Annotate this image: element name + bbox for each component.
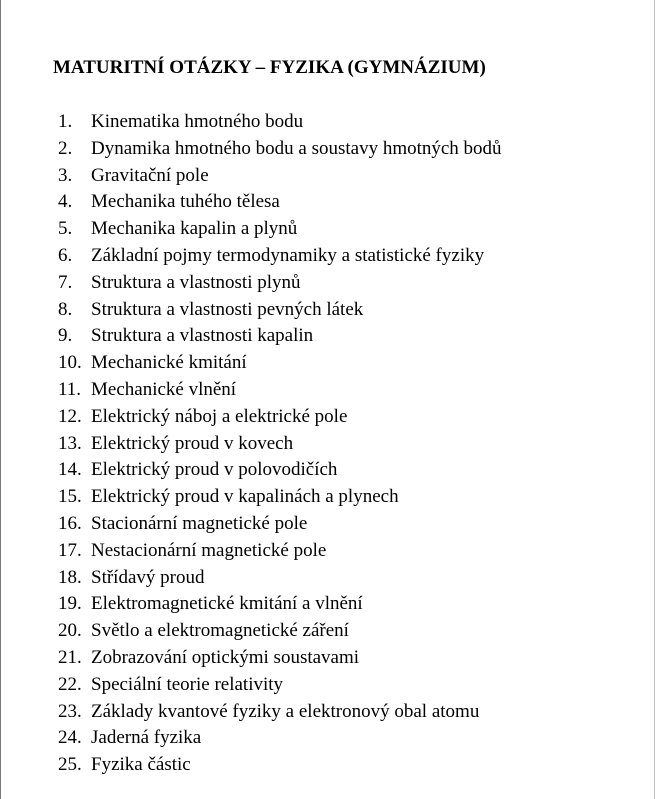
list-item bbox=[58, 752, 502, 779]
list-item-text: Elektrický proud v polovodičích bbox=[91, 459, 338, 481]
list-item-text: Mechanika kapalin a plynů bbox=[91, 218, 298, 240]
list-item bbox=[58, 565, 502, 592]
list-item-text: Struktura a vlastnosti plynů bbox=[91, 271, 301, 293]
list-item bbox=[58, 511, 502, 538]
list-item-text: Mechanické vlnění bbox=[91, 378, 237, 400]
list-item-number: 21. bbox=[58, 646, 82, 668]
list-item bbox=[58, 189, 502, 216]
list-item-text: Zobrazování optickými soustavami bbox=[91, 646, 360, 668]
list-item-number: 4. bbox=[58, 191, 73, 213]
list-item-number: 11. bbox=[58, 378, 82, 400]
list-item bbox=[58, 725, 502, 752]
list-item bbox=[58, 377, 502, 404]
list-item bbox=[58, 136, 502, 163]
list-item-number: 17. bbox=[58, 539, 82, 561]
list-item-number: 1. bbox=[58, 111, 73, 132]
list-item-number: 24. bbox=[58, 727, 82, 749]
list-item bbox=[58, 431, 502, 458]
list-item-number: 9. bbox=[58, 325, 73, 347]
list-item-text: Elektrický proud v kovech bbox=[91, 432, 294, 454]
list-item bbox=[58, 538, 502, 565]
list-item-text: Střídavý proud bbox=[91, 566, 205, 588]
list-item bbox=[58, 350, 502, 377]
list-item bbox=[58, 404, 502, 431]
list-item bbox=[58, 297, 502, 324]
list-item bbox=[58, 323, 502, 350]
list-item bbox=[58, 618, 502, 645]
list-item-text: Základní pojmy termodynamiky a statistické fyziky bbox=[91, 244, 485, 266]
list-item bbox=[58, 591, 502, 618]
list-item-number: 22. bbox=[58, 673, 82, 695]
list-item bbox=[58, 216, 502, 243]
list-item-number: 12. bbox=[58, 405, 82, 427]
list-item-number: 10. bbox=[58, 352, 82, 374]
list-item-text: Gravitační pole bbox=[91, 164, 209, 186]
list-item bbox=[58, 699, 502, 726]
list-item-text: Fyzika částic bbox=[91, 754, 191, 776]
document-title: MATURITNÍ OTÁZKY – FYZIKA (GYMNÁZIUM) bbox=[53, 57, 486, 78]
list-item-text: Elektrický náboj a elektrické pole bbox=[91, 405, 348, 427]
list-item-number: 23. bbox=[58, 700, 82, 722]
list-item bbox=[58, 109, 502, 136]
list-item-number: 2. bbox=[58, 137, 73, 159]
list-item-text: Nestacionární magnetické pole bbox=[91, 539, 327, 561]
list-item bbox=[58, 163, 502, 190]
list-item-text: Základy kvantové fyziky a elektronový obal atomu bbox=[91, 700, 480, 722]
list-item-text: Jaderná fyzika bbox=[91, 727, 202, 749]
list-item-number: 5. bbox=[58, 218, 73, 240]
list-item bbox=[58, 457, 502, 484]
list-item-text: Elektromagnetické kmitání a vlnění bbox=[91, 593, 363, 615]
list-item-number: 19. bbox=[58, 593, 82, 615]
list-item-number: 16. bbox=[58, 512, 82, 534]
list-item-number: 15. bbox=[58, 486, 82, 508]
list-item-text: Speciální teorie relativity bbox=[91, 673, 284, 695]
list-item-text: Struktura a vlastnosti pevných látek bbox=[91, 298, 364, 320]
list-item bbox=[58, 484, 502, 511]
list-item-number: 8. bbox=[58, 298, 73, 320]
list-item-text: Struktura a vlastnosti kapalin bbox=[91, 325, 314, 347]
list-item-text: Elektrický proud v kapalinách a plynech bbox=[91, 486, 399, 508]
list-item bbox=[58, 270, 502, 297]
list-item-number: 3. bbox=[58, 164, 73, 186]
list-item bbox=[58, 243, 502, 270]
list-item-number: 25. bbox=[58, 754, 82, 776]
list-item-text: Světlo a elektromagnetické záření bbox=[91, 620, 349, 642]
list-item-text: Stacionární magnetické pole bbox=[91, 512, 308, 534]
list-item-number: 20. bbox=[58, 620, 82, 642]
list-item-number: 13. bbox=[58, 432, 82, 454]
list-item-number: 14. bbox=[58, 459, 82, 481]
list-item bbox=[58, 645, 502, 672]
list-item-text: Mechanické kmitání bbox=[91, 352, 247, 374]
list-item-number: 6. bbox=[58, 244, 73, 266]
list-item-text: Mechanika tuhého tělesa bbox=[91, 191, 280, 213]
list-item-number: 18. bbox=[58, 566, 82, 588]
list-item-text: Kinematika hmotného bodu bbox=[91, 111, 304, 132]
list-item bbox=[58, 672, 502, 699]
list-item-text: Dynamika hmotného bodu a soustavy hmotných bodů bbox=[91, 137, 502, 159]
list-item-number: 7. bbox=[58, 271, 73, 293]
topic-list bbox=[58, 109, 502, 779]
